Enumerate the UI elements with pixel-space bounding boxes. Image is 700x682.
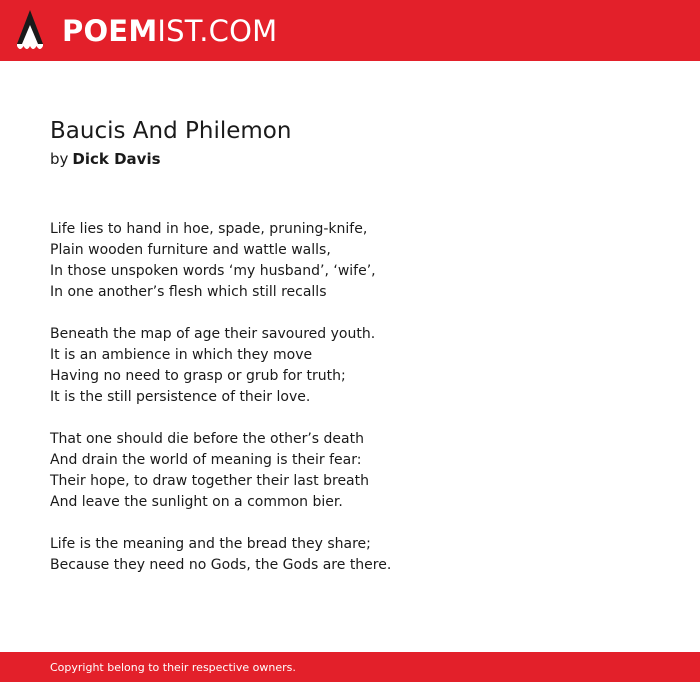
pencil-tip-icon[interactable]: [17, 10, 43, 52]
byline: [50, 148, 161, 170]
poem-body: [50, 219, 670, 597]
poem-line: That one should die before the other’s death: [50, 431, 364, 447]
by-label: by: [50, 150, 69, 168]
author-link[interactable]: Dick Davis: [72, 150, 161, 168]
poem-line: And drain the world of meaning is their fear:: [50, 452, 362, 468]
poem-line: Life is the meaning and the bread they share;: [50, 536, 371, 552]
copyright-notice: Copyright belong to their respective owners.: [50, 661, 296, 674]
poem-line: Plain wooden furniture and wattle walls,: [50, 242, 331, 258]
poem-line: In one another’s flesh which still recalls: [50, 284, 327, 300]
site-header: [0, 0, 700, 61]
poem-line: It is the still persistence of their love.: [50, 389, 311, 405]
poem-line: Beneath the map of age their savoured youth.: [50, 326, 376, 342]
poem-line: And leave the sunlight on a common bier.: [50, 494, 343, 510]
poem-line: In those unspoken words ‘my husband’, ‘wife’,: [50, 263, 376, 279]
poem-line: Having no need to grasp or grub for truth;: [50, 368, 346, 384]
stanza: [50, 534, 670, 576]
poem-line: Their hope, to draw together their last breath: [50, 473, 369, 489]
stanza: [50, 429, 670, 513]
poem-title: Baucis And Philemon: [50, 118, 292, 144]
brand-light-part: IST.COM: [157, 14, 278, 48]
stanza: [50, 219, 670, 303]
site-logo-text[interactable]: [62, 12, 277, 50]
stanza: [50, 324, 670, 408]
poem-line: Because they need no Gods, the Gods are there.: [50, 557, 392, 573]
poem-line: It is an ambience in which they move: [50, 347, 313, 363]
site-footer: [0, 652, 700, 682]
brand-bold-part: POEM: [62, 14, 158, 48]
poem-line: Life lies to hand in hoe, spade, pruning-knife,: [50, 221, 368, 237]
